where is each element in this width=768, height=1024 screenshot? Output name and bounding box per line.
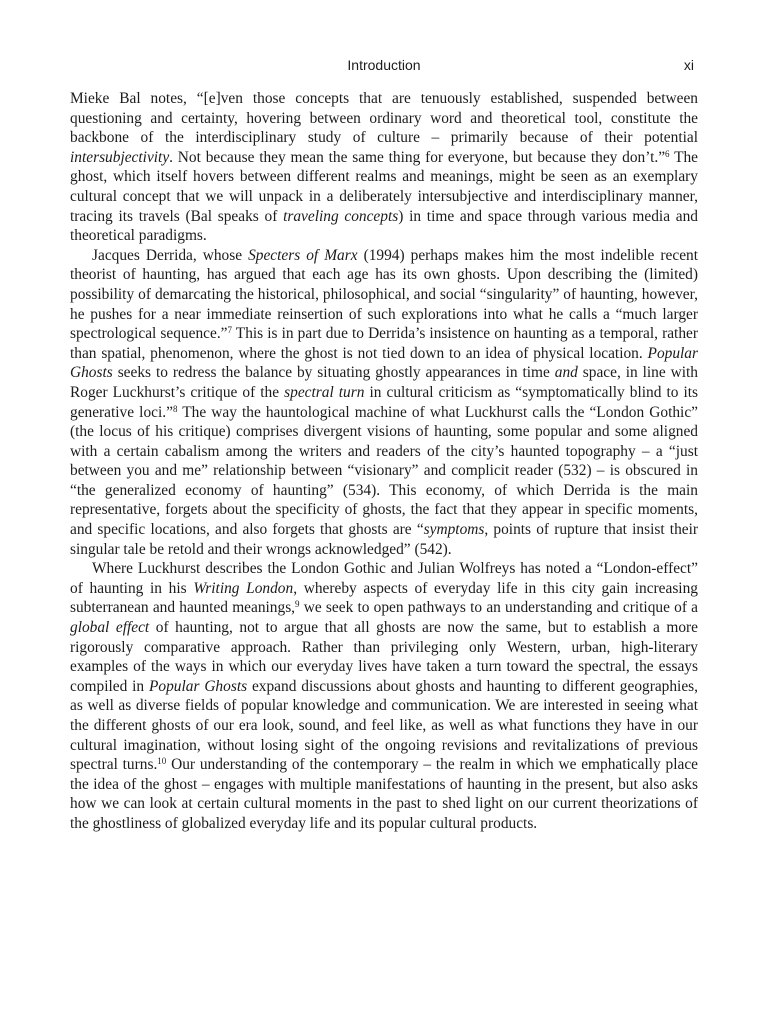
running-title: Introduction [347,57,421,73]
italic-run: Popular Ghosts [70,344,698,382]
italic-run: traveling concepts [283,207,399,225]
text-run: Mieke Bal notes, “[e]ven those concepts that are tenuously established, suspended between questioning and certainty, hovering between ordinary word and theoretical tool, constitute the backbone of the interdisciplinary study of culture – primarily because of their potential [70,90,698,147]
text-run: seeks to redress the balance by situating ghostly appearances in time [112,364,555,382]
paragraph-derrida [70,246,698,560]
italic-run: and [554,364,578,382]
footnote-ref: 8 [172,403,178,414]
text-run: Where Luckhurst describes the London Gothic and Julian Wolfreys has noted a “London-effect” of haunting in his [70,560,698,597]
text-run: space, in line with Roger Luckhurst’s critique of the [70,364,698,401]
italic-run: spectral turn [284,383,365,401]
italic-run: global effect [70,619,150,637]
footnote-ref: 7 [227,325,232,336]
text-run: , whereby aspects of everyday life in this city gain increasing subterranean and haunted meanings, [70,579,698,617]
italic-run: Writing London [193,579,294,597]
italic-run: Popular Ghosts [149,677,248,695]
footnote-ref: 9 [295,599,300,610]
footnote-ref: 10 [157,756,167,767]
footnote-ref: 6 [665,148,670,159]
text-run: ) in time and space through various media and theoretical paradigms. [70,207,698,245]
text-run: Our understanding of the contemporary – the realm in which we emphatically place the idea of the ghost – engages with multiple manifestations of haunting in the present, but also asks how we can look at certain cultural moments in the past to shed light on our current theorizations of the ghostliness of globalized everyday life and its popular cultural products. [70,756,698,832]
italic-run: intersubjectivity [70,148,170,166]
text-run: , points of rupture that insist their singular tale be retold and their wrongs acknowledged” (542). [70,521,698,558]
text-run: The ghost, which itself hovers between different realms and meanings, might be seen as an exemplary cultural concept that we will unpack in a deliberately intersubjective and interdisciplinary manner, tracing its travels (Bal speaks of [70,148,698,225]
text-run: expand discussions about ghosts and haunting to different geographies, as well as diverse fields of popular knowledge and communication. We are interested in seeing what the different ghosts of our era look, sound, and feel like, as well as what functions they have in our cultural imagination, without losing sight of the ongoing revisions and revitalizations of previous spectral turns. [70,677,698,774]
body-text [70,89,698,834]
text-run: This is in part due to Derrida’s insistence on haunting as a temporal, rather than spatial, phenomenon, where the ghost is not tied down to an idea of physical location. [70,325,698,362]
paragraph-bal [70,89,698,246]
running-header [70,55,698,77]
text-run: we seek to open pathways to an understanding and critique of a [299,599,698,617]
text-run: . Not because they mean the same thing for everyone, but because they don’t.” [169,148,666,166]
paragraph-luckhurst [70,559,698,833]
text-run: Jacques Derrida, whose [92,246,249,264]
italic-run: symptoms [423,521,485,539]
text-run: (1994) perhaps makes him the most indelible recent theorist of haunting, has argued that each age has its own ghosts. Upon describing the (limited) possibility of demarcating the historical, philosophical, and social “singularity” of haunting, however, he pushes for a near immediate reinsertion of such explorations into what he calls a “much larger spectrological sequence.” [70,246,698,343]
text-run: of haunting, not to argue that all ghosts are now the same, but to establish a more rigorously comparative approach. Rather than privileging only Western, urban, high-literary examples of the ways in which our everyday lives have taken a turn toward the spectral, the essays compiled in [70,619,698,695]
text-run: in cultural criticism as “symptomatically blind to its generative loci.” [70,383,699,421]
page-number: xi [683,57,694,73]
text-run: The way the hauntological machine of what Luckhurst calls the “London Gothic” (the locus of his critique) comprises divergent visions of haunting, some popular and some aligned with a certain cabalism among the writers and readers of the city’s haunted topography – a “just between you and me” relationship between “visionary” and complicit reader (532) – is obscured in “the generalized economy of haunting” (534). This economy, of which Derrida is the main representative, forgets about the specificity of ghosts, the fact that they appear in specific moments, and specific locations, and also forgets that ghosts are “ [70,403,698,539]
italic-run: Specters of Marx [248,246,358,264]
